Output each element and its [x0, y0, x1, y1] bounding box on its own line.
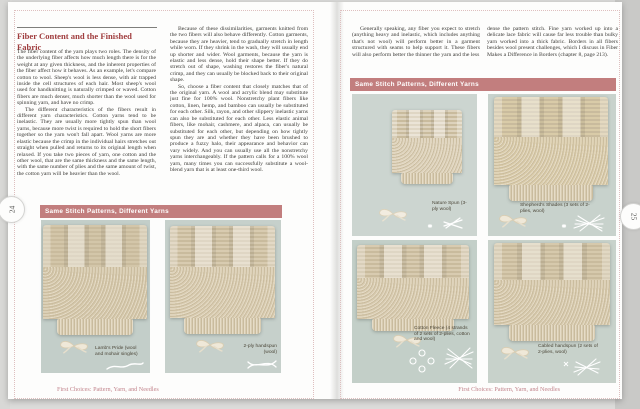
photo-caption: 2-ply handspun (wool) — [243, 344, 277, 355]
text-column-2 — [487, 26, 618, 76]
page-number: 24 — [7, 205, 16, 214]
page-number-badge — [620, 203, 640, 230]
running-footer: First Choices: Pattern, Yarn, and Needles — [57, 386, 159, 393]
swatch-photo-2ply-handspun — [165, 220, 281, 373]
knitted-swatch — [43, 225, 147, 335]
photo-caption: Lamb's Pride (wool and mohair singles) — [95, 346, 138, 357]
swatch-ribbing — [184, 318, 262, 334]
book-spread — [7, 2, 638, 399]
yarn-bow — [57, 338, 91, 354]
knitted-swatch — [494, 97, 608, 201]
paragraph: dense the pattern stitch. Fine yarn worked up into a delicate lace fabric will cause far less trouble than bulky yarn worked into a thick fabric. Borders in all fibers besides wool present challenges, which I discuss in Fiber Makes a Difference in Borders (chapter 8, page 213). — [487, 26, 618, 58]
knitted-swatch — [494, 243, 610, 341]
figure-banner: Same Stitch Patterns, Different Yarns — [350, 78, 616, 91]
yarn-ply-diagram-icon — [422, 216, 466, 232]
figure-banner: Same Stitch Patterns, Different Yarns — [40, 205, 282, 218]
swatch-photo-shepherds-shades — [488, 94, 616, 236]
swatch-seed-stitch — [170, 267, 275, 318]
section-heading: Fiber Content and the Finished Fabric — [17, 27, 157, 52]
swatch-cable-band — [494, 243, 610, 280]
swatch-cable-band — [170, 226, 275, 267]
yarn-twist-icon — [560, 356, 604, 378]
swatch-ribbing — [509, 325, 595, 341]
yarn-bow — [376, 206, 410, 222]
swatch-seed-stitch — [43, 267, 147, 319]
swatch-ribbing — [401, 173, 453, 184]
paragraph: Generally speaking, any fiber you expect to stretch (anything heavy and inelastic, which includes anything that's not wool) will perform better in a garment structured with seams to help support it. These fibers will also perform better the thinner the yarn and the less — [352, 26, 480, 58]
yarn-plies-bundle-icon — [558, 212, 608, 234]
text-column-2 — [170, 26, 308, 204]
page-right — [336, 2, 638, 399]
photo-caption: Shepherd's Shades (3 sets of 2-plies, wool) — [520, 203, 590, 214]
swatch-photo-nature-spun — [352, 94, 477, 236]
swatch-photo-lambs-pride — [41, 220, 150, 373]
swatch-cable-band — [494, 97, 608, 137]
yarn-twist-icon — [245, 356, 279, 372]
swatch-ribbing — [509, 185, 593, 201]
swatch-seed-stitch — [494, 137, 608, 185]
knitted-swatch — [357, 245, 469, 331]
yarn-bow — [498, 344, 532, 360]
knitted-swatch — [392, 110, 462, 184]
paragraph: The different characteristics of the fibers result in different yarn characteristics. Cotton yarns tend to be inelastic. They are usually more tightly spun than wool yarns, because more twist is required to hold the short fibers together so the yarn won't fall apart. Wool yarns are more elastic because the crimp in the individual hairs stretches out straight when pulled and returns to its original length when relaxed. If you take two pieces of yarn, one cotton and the other wool, that are the same thickness and the same length, with the same number of plies and the same amount of twist, the cotton yarn will be heavier than the wool. — [17, 106, 156, 177]
yarn-bow — [496, 212, 530, 228]
swatch-seed-stitch — [392, 138, 462, 173]
photo-caption: Cotton Fleece (4 strands of 2 sets of 2-plies, cotton and wool) — [414, 326, 470, 343]
swatch-cable-band — [357, 245, 469, 278]
photo-caption: Cabled handspun (2 sets of 2-plies, wool) — [538, 344, 598, 355]
swatch-photo-cabled-handspun — [488, 240, 616, 383]
swatch-ribbing — [57, 319, 134, 335]
running-footer: First Choices: Pattern, Yarn, and Needles — [458, 386, 560, 393]
swatch-cable-band — [43, 225, 147, 267]
paragraph: Because of these dissimilarities, garments knitted from the two fibers will also behave differently. Cotton garments, because they are heavier, tend to gradually stretch in length while worn. If they shrink in the wash, they will usually end up shorter and wider. Wool garments, because the yarn is elastic and less dense, hold their shape better. If they do stretch out of shape, washing restores the fiber's natural crimp, and they can usually be blocked back to their original shape. — [170, 26, 308, 84]
paragraph: So, choose a fiber content that closely matches that of the original yarn. A wool and acrylic blend may substitute just fine for 100% wool. Nonstretchy plant fibers like cotton, linen, hemp, and bamboo can usually be substituted for each other. Silk, rayon, and other slippery inelastic yarns can also be substituted for each other. Less elastic animal fibers, like mohair, cashmere, and alpaca, can usually be substituted for each other, but depending on how tightly spun they are and whether they have been brushed to produce a fuzzy halo, their appearance and behavior can vary widely. And you can usually use all the nonstretchy yarns interchangeably. If the pattern calls for a 100% wool yarn, many times you can successfully substitute a wool-blend yarn that is at least one-third wool. — [170, 83, 308, 173]
knitted-swatch — [170, 226, 275, 334]
text-column-1 — [17, 49, 156, 207]
yarn-strand-icon — [103, 360, 147, 372]
swatch-photo-cotton-fleece — [352, 240, 477, 383]
photo-caption: Nature Spun (3-ply wool) — [432, 201, 467, 212]
page-left — [7, 2, 334, 399]
swatch-cable-band — [392, 110, 462, 138]
yarn-bow — [193, 337, 227, 353]
page-number-badge — [0, 196, 25, 223]
yarn-chain-diagram-icon — [406, 348, 438, 374]
text-column-1 — [352, 26, 480, 76]
paragraph: The fiber content of the yarn plays two roles. The density of the underlying fiber affects how much length there is for the weight at any given thickness, and the inherent properties of the fiber affect how it behaves. As an example, let's compare cotton to wool. Sheep's wool is less dense, with air trapped inside the cell structures of each hair. Most sheep's wool used for handknitting is naturally crimped or waved. Cotton fibers are much denser, much shorter than the wool used for spinning yarn, and have no crimp. — [17, 49, 156, 107]
page-number: 25 — [629, 212, 638, 221]
swatch-seed-stitch — [494, 280, 610, 325]
swatch-seed-stitch — [357, 278, 469, 319]
yarn-plies-bundle-icon — [442, 344, 476, 372]
